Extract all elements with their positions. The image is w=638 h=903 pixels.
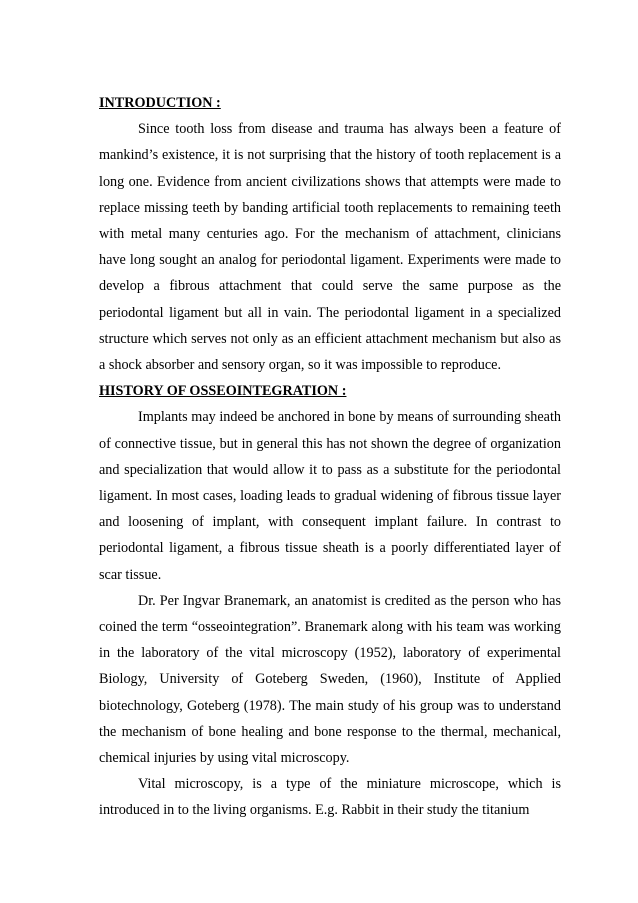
paragraph-history-1: Implants may indeed be anchored in bone by means of surrounding sheath of connective tissue, but in general this has not shown the degree of organization and specialization that would allow it to pass as a substitute for the periodontal ligament. In most cases, loading leads to gradual widening of fibrous tissue layer and loosening of implant, with consequent implant failure. In contrast to periodontal ligament, a fibrous tissue sheath is a poorly differentiated layer of scar tissue. <box>99 409 561 583</box>
paragraph-history-2: Dr. Per Ingvar Branemark, an anatomist is credited as the person who has coined the term “osseointegration”. Branemark along with his team was working in the laboratory of the vital microscopy (1952), laboratory of experimental Biology, University of Goteberg Sweden, (1960), Institute of Applied biotechnology, Goteberg (1978). The main study of his group was to understand the mechanism of bone healing and bone response to the thermal, mechanical, chemical injuries by using vital microscopy. <box>99 592 561 767</box>
section-history-of-osseointegration <box>99 378 561 823</box>
paragraph-history-3: Vital microscopy, is a type of the miniature microscope, which is introduced in to the living organisms. E.g. Rabbit in their study the titanium <box>99 776 561 819</box>
section-introduction <box>99 90 561 378</box>
section-heading-history: HISTORY OF OSSEOINTEGRATION : <box>99 383 347 400</box>
paragraph-introduction-1: Since tooth loss from disease and trauma has always been a feature of mankind’s existence, it is not surprising that the history of tooth replacement is a long one. Evidence from ancient civilizations shows that attempts were made to replace missing teeth by banding artificial tooth replacements to remaining teeth with metal many centuries ago. For the mechanism of attachment, clinicians have long sought an analog for periodontal ligament. Experiments were made to develop a fibrous attachment that could serve the same purpose as the periodontal ligament but all in vain. The periodontal ligament in a specialized structure which serves not only as an efficient attachment mechanism but also as a shock absorber and sensory organ, so it was impossible to reproduce. <box>99 121 561 374</box>
page-content <box>99 90 561 824</box>
section-heading-introduction: INTRODUCTION : <box>99 95 221 111</box>
